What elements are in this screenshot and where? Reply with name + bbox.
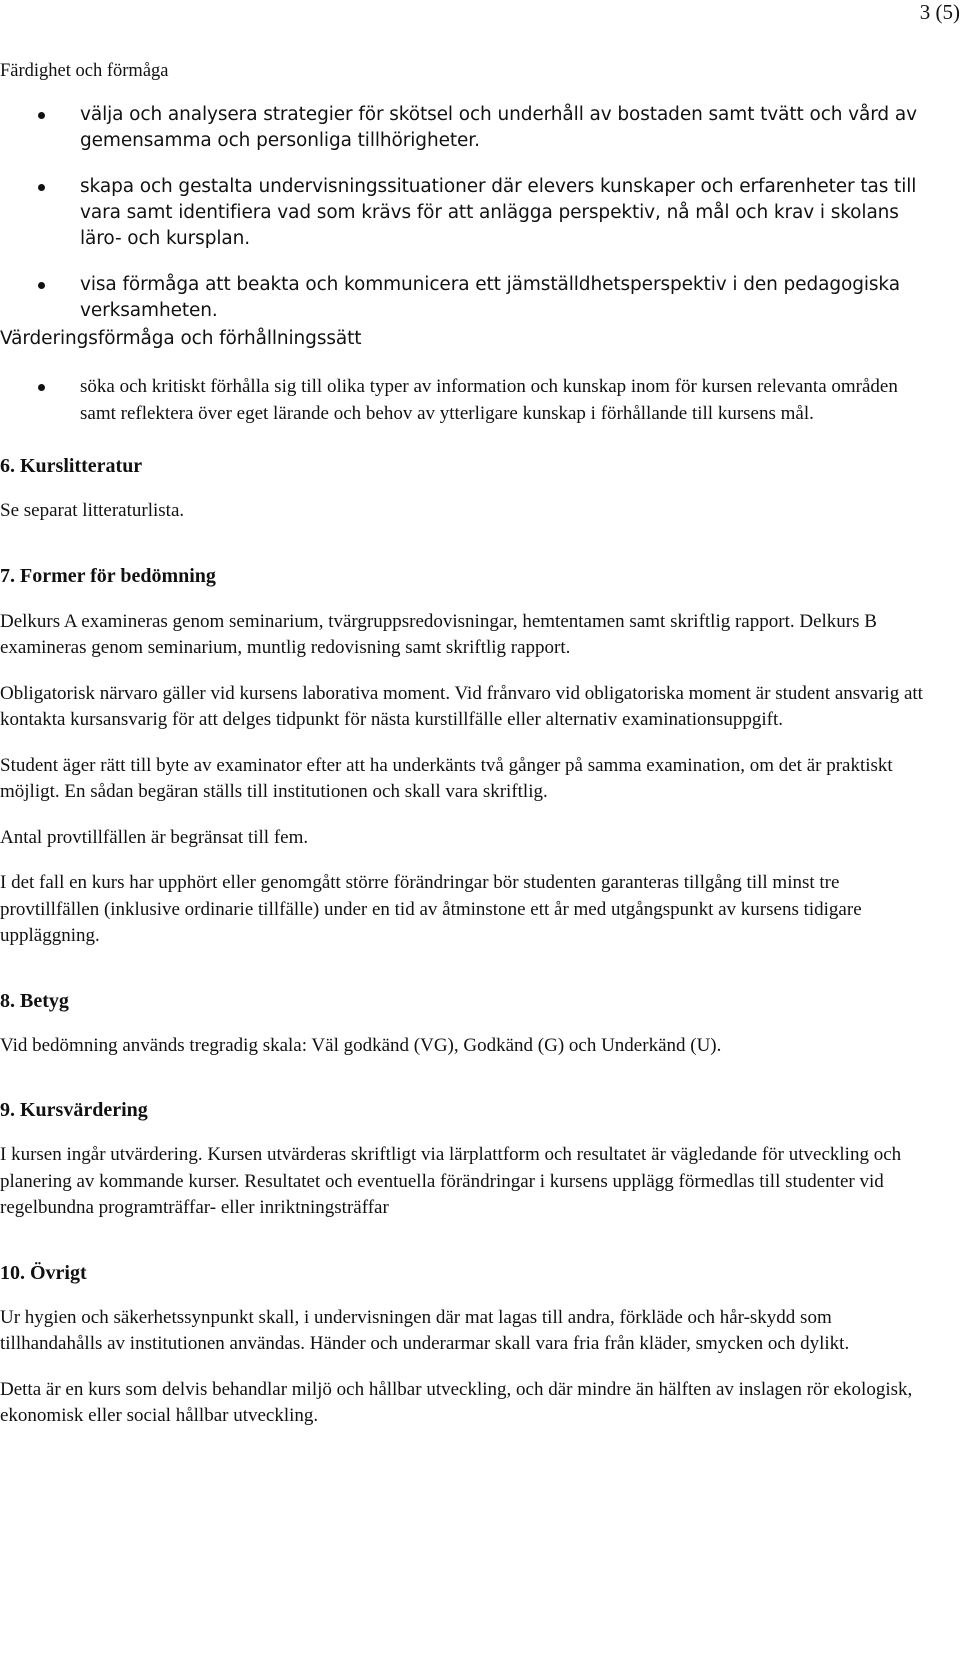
list-item <box>0 102 935 154</box>
values-heading: Värderingsförmåga och förhållningssätt <box>0 328 362 349</box>
paragraph: I det fall en kurs har upphört eller genomgått större förändringar bör studenten garanteras tillgång till minst tre provtillfällen (inklusive ordinarie tillfälle) under en tid av åtminstone ett år med utgångspunkt av kursens tidigare uppläggning. <box>0 872 862 946</box>
bullet-icon <box>38 384 45 391</box>
bullet-icon <box>38 282 45 289</box>
page-number: 3 (5) <box>919 0 960 24</box>
bullet-icon <box>38 112 45 119</box>
paragraph: Vid bedömning används tregradig skala: Väl godkänd (VG), Godkänd (G) och Underkänd (U). <box>0 1034 722 1056</box>
section-heading-grades: 8. Betyg <box>0 989 69 1012</box>
bullet-icon <box>38 184 45 191</box>
list-item <box>0 272 935 324</box>
paragraph: Student äger rätt till byte av examinator efter att ha underkänts två gånger på samma examination, om det är praktiskt möjligt. En sådan begäran ställs till institutionen och skall vara skriftlig. <box>0 754 893 802</box>
paragraph: I kursen ingår utvärdering. Kursen utvärderas skriftligt via lärplattform och resultatet är vägledande för utveckling och planering av kommande kurser. Resultatet och eventuella förändringar i kursens upplägg förmedlas till studenter vid regelbundna programträffar- eller inriktningsträffar <box>0 1144 902 1218</box>
section-heading-assessment: 7. Former för bedömning <box>0 564 216 587</box>
document-body <box>0 58 935 1430</box>
paragraph: Obligatorisk närvaro gäller vid kursens laborativa moment. Vid frånvaro vid obligatoriska moment är student ansvarig att kontakta kursansvarig för att delges tidpunkt för nästa kurstillfälle eller alternativ examinationsuppgift. <box>0 682 923 730</box>
list-item-text: söka och kritiskt förhålla sig till olika typer av information och kunskap inom för kursen relevanta områden samt reflektera över eget lärande och behov av ytterligare kunskap i förhållande till kursens mål. <box>80 376 898 424</box>
paragraph: Ur hygien och säkerhetssynpunkt skall, i undervisningen där mat lagas till andra, förkläde och hår-skydd som tillhandahålls av institutionen användas. Händer och underarmar skall vara fria från kläder, smycken och dylikt. <box>0 1306 850 1354</box>
paragraph: Antal provtillfällen är begränsat till fem. <box>0 826 309 848</box>
list-item-text: skapa och gestalta undervisningssituationer där elevers kunskaper och erfarenheter tas till vara samt identifiera vad som krävs för att anlägga perspektiv, nå mål och krav i skolans läro- och kursplan. <box>80 176 917 249</box>
paragraph: Detta är en kurs som delvis behandlar miljö och hållbar utveckling, och där mindre än hälften av inslagen rör ekologisk, ekonomisk eller social hållbar utveckling. <box>0 1378 913 1426</box>
list-item <box>0 374 935 427</box>
paragraph: Delkurs A examineras genom seminarium, tvärgruppsredovisningar, hemtentamen samt skriftlig rapport. Delkurs B examineras genom seminarium, muntlig redovisning samt skriftlig rapport. <box>0 610 877 658</box>
skills-list <box>0 102 935 324</box>
paragraph: Se separat litteraturlista. <box>0 500 185 521</box>
list-item <box>0 174 935 252</box>
values-list <box>0 374 935 427</box>
section-heading-other: 10. Övrigt <box>0 1261 87 1284</box>
section-heading-evaluation: 9. Kursvärdering <box>0 1099 148 1121</box>
list-item-text: visa förmåga att beakta och kommunicera ett jämställdhetsperspektiv i den pedagogiska verksamheten. <box>80 274 900 321</box>
section-heading-literature: 6. Kurslitteratur <box>0 455 143 477</box>
skills-heading: Färdighet och förmåga <box>0 61 169 81</box>
list-item-text: välja och analysera strategier för skötsel och underhåll av bostaden samt tvätt och vård av gemensamma och personliga tillhörigheter. <box>80 104 917 151</box>
